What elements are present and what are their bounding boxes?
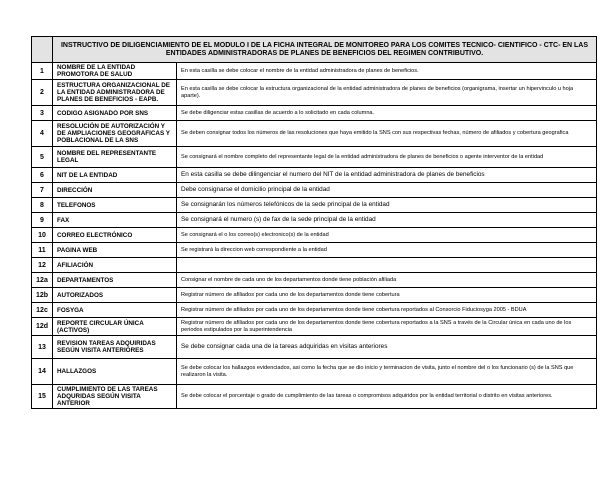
row-number: 12a bbox=[32, 273, 53, 288]
field-instruction: En esta casilla se debe dilingenciar el numero del NIT de la entidad administradora de planes de beneficios bbox=[177, 168, 597, 183]
row-number: 12 bbox=[32, 258, 53, 273]
row-number: 7 bbox=[32, 183, 53, 198]
row-number: 2 bbox=[32, 80, 53, 106]
field-instruction: Se debe colocar el porcentaje o grado de cumplimiento de las tareas o compromisos adquiridos por la entidad territorial o distrito en visitas anteriores. bbox=[177, 385, 597, 409]
instructions-table bbox=[31, 36, 597, 409]
field-name: DIRECCIÓN bbox=[53, 183, 177, 198]
field-name: AFILIACIÓN bbox=[53, 258, 177, 273]
field-name: CODIGO ASIGNADO POR SNS bbox=[53, 106, 177, 121]
field-name: PAGINA WEB bbox=[53, 243, 177, 258]
table-row bbox=[32, 213, 597, 228]
field-instruction: Se consignará el o los correo(s) electronico(s) de la entidad bbox=[177, 228, 597, 243]
table-row bbox=[32, 168, 597, 183]
table-row bbox=[32, 318, 597, 336]
table-row bbox=[32, 336, 597, 359]
field-name: FAX bbox=[53, 213, 177, 228]
table-row bbox=[32, 228, 597, 243]
table-row bbox=[32, 359, 597, 385]
field-instruction: Se debe diligenciar estas casillas de acuerdo a lo solicitado en cada columna. bbox=[177, 106, 597, 121]
table-row bbox=[32, 106, 597, 121]
table-row bbox=[32, 121, 597, 147]
document-title: INSTRUCTIVO DE DILIGENCIAMIENTO DE EL MODULO I DE LA FICHA INTEGRAL DE MONITOREO PARA LOS COMITES TECNICO- CIENTIFICO - CTC- EN LAS ENTIDADES ADMINISTRADORAS DE PLANES DE BENEFICIOS DEL REGIMEN CONTRIBUTIVO. bbox=[53, 37, 597, 63]
field-name: CUMPLIMIENTO DE LAS TAREAS ADQURIDAS SEGÚN VISITA ANTERIOR bbox=[53, 385, 177, 409]
field-name: ESTRUCTURA ORGANIZACIONAL DE LA ENTIDAD ADMINISTRADORA DE PLANES DE BENEFICIOS - EAPB. bbox=[53, 80, 177, 106]
row-number: 10 bbox=[32, 228, 53, 243]
field-instruction: Registrar número de afiliados por cada uno de los departamentos donde tiene cobertura bbox=[177, 288, 597, 303]
row-number: 11 bbox=[32, 243, 53, 258]
table-row bbox=[32, 385, 597, 409]
field-name: REVISION TAREAS ADQUIRIDAS SEGÚN VISITA ANTERIORES bbox=[53, 336, 177, 359]
field-instruction bbox=[177, 258, 597, 273]
row-number: 15 bbox=[32, 385, 53, 409]
table-row bbox=[32, 243, 597, 258]
field-name: FOSYGA bbox=[53, 303, 177, 318]
row-number: 3 bbox=[32, 106, 53, 121]
field-name: NIT DE LA ENTIDAD bbox=[53, 168, 177, 183]
row-number: 5 bbox=[32, 147, 53, 168]
field-instruction: Se consignará el numero (s) de fax de la sede principal de la entidad bbox=[177, 213, 597, 228]
field-name: CORREO ELECTRÓNICO bbox=[53, 228, 177, 243]
table-row bbox=[32, 198, 597, 213]
row-number: 4 bbox=[32, 121, 53, 147]
field-instruction: Se consignarán los números telefónicos de la sede principal de la entidad bbox=[177, 198, 597, 213]
table-row bbox=[32, 258, 597, 273]
field-instruction: Se consignará el nombre completo del representante legal de la entidad administradora de planes de beneficios o agente interventor de la entidad bbox=[177, 147, 597, 168]
field-instruction: En esta casilla se debe colocar la estructura organizacional de la entidad administradora de planes de beneficios (organigrama, insertar un hipervinculo u hoja aparte). bbox=[177, 80, 597, 106]
row-number: 12b bbox=[32, 288, 53, 303]
header-row bbox=[32, 37, 597, 63]
row-number: 6 bbox=[32, 168, 53, 183]
row-number: 9 bbox=[32, 213, 53, 228]
row-number: 1 bbox=[32, 63, 53, 80]
field-instruction: Se registrará la direccion web correspondiente a la entidad bbox=[177, 243, 597, 258]
field-name: TELEFONOS bbox=[53, 198, 177, 213]
header-number-cell bbox=[32, 37, 53, 63]
field-name: AUTORIZADOS bbox=[53, 288, 177, 303]
field-instruction: Debe consignarse el domicilio principal de la entidad bbox=[177, 183, 597, 198]
row-number: 12d bbox=[32, 318, 53, 336]
field-name: RESOLUCIÓN DE AUTORIZACIÓN Y DE AMPLIACIONES GEOGRAFICAS Y POBLACIONAL DE LA SNS bbox=[53, 121, 177, 147]
field-instruction: En esta casilla se debe colocar el nombre de la entidad administradora de planes de beneficios. bbox=[177, 63, 597, 80]
table-row bbox=[32, 288, 597, 303]
row-number: 13 bbox=[32, 336, 53, 359]
table-row bbox=[32, 63, 597, 80]
field-instruction: Se debe colocar los hallazgos evidenciados, asi como la fecha que se dio inicio y terminacion de visita, junto el nombre del o los funcionario (s) de la SNS que realizaron la visita. bbox=[177, 359, 597, 385]
field-name: NOMBRE DEL REPRESENTANTE LEGAL bbox=[53, 147, 177, 168]
field-name: NOMBRE DE LA ENTIDAD PROMOTORA DE SALUD bbox=[53, 63, 177, 80]
table-row bbox=[32, 303, 597, 318]
table-row bbox=[32, 80, 597, 106]
table-row bbox=[32, 273, 597, 288]
row-number: 12c bbox=[32, 303, 53, 318]
field-name: DEPARTAMENTOS bbox=[53, 273, 177, 288]
row-number: 14 bbox=[32, 359, 53, 385]
field-instruction: Registrar número de afiliados por cada uno de los departamentos donde tiene cobertura reportados al Consorcio Fiduciosyga 2005 - BDUA bbox=[177, 303, 597, 318]
table-row bbox=[32, 183, 597, 198]
table-row bbox=[32, 147, 597, 168]
field-instruction: Registrar número de afiliados por cada uno de los departamentos donde tiene cobertura reportados a la SNS a través de la Circular única en cada uno de los periodos estipulados por la superintendencia bbox=[177, 318, 597, 336]
field-instruction: Se debe consignar cada una de la tareas adquiridas en visitas anteriores bbox=[177, 336, 597, 359]
row-number: 8 bbox=[32, 198, 53, 213]
field-instruction: Se deben consignar todos los números de las resoluciones que haya emitido la SNS con sus respectivas fechas, número de afiliados y cobertura geografica bbox=[177, 121, 597, 147]
field-instruction: Consignar el nombre de cada uno de los departamentos donde tiene población afiliada bbox=[177, 273, 597, 288]
field-name: HALLAZGOS bbox=[53, 359, 177, 385]
field-name: REPORTE CIRCULAR ÚNICA (ACTIVOS) bbox=[53, 318, 177, 336]
